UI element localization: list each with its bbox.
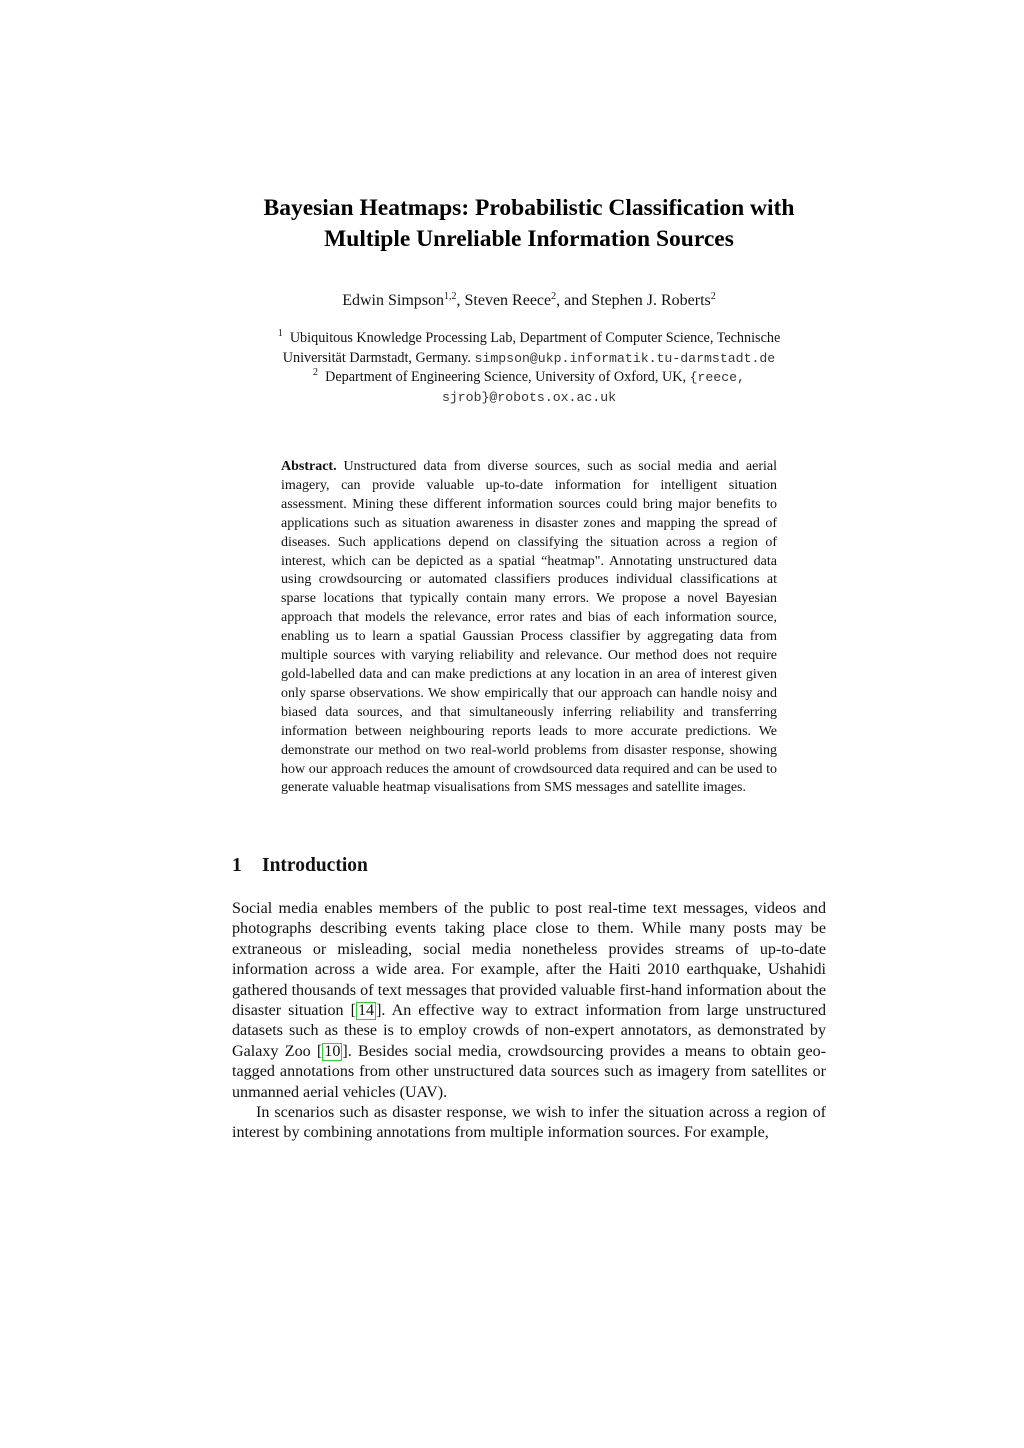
affiliation-email[interactable]: {reece, (689, 370, 745, 385)
abstract-label: Abstract. (281, 459, 337, 474)
affiliation-2 (232, 368, 826, 407)
paragraph: In scenarios such as disaster response, we wish to infer the situation across a region of interest by combining annotations from multiple information sources. For example, (232, 1104, 826, 1142)
paper-title (200, 193, 858, 255)
section-number: 1 (232, 855, 242, 876)
paragraph-text: Social media enables members of the public to post real-time text messages, videos and photographs describing events taking place close to them. While many posts may be extraneous or misleading, social media nonetheless provides streams of up-to-date information across a wide area. For example, after the Haiti 2010 earthquake, Ushahidi gathered thousands of text messages that provided valuable first-hand information about the disaster situation [ (232, 900, 826, 1020)
title-line-2: Multiple Unreliable Information Sources (324, 226, 734, 252)
title-line-1: Bayesian Heatmaps: Probabilistic Classification with (263, 195, 795, 221)
abstract (281, 458, 777, 798)
author-list (200, 290, 858, 312)
author-separator: , and (556, 292, 592, 309)
affiliation-text: Department of Engineering Science, University of Oxford, UK, (325, 369, 687, 385)
section-title: Introduction (262, 855, 368, 876)
affiliations (232, 329, 826, 407)
author-name: Stephen J. Roberts (591, 292, 711, 309)
section-heading (232, 853, 368, 879)
affiliation-text: Universität Darmstadt, Germany. (282, 349, 471, 366)
affiliation-email[interactable]: sjrob}@robots.ox.ac.uk (441, 389, 617, 405)
author-name: Edwin Simpson (342, 292, 444, 309)
section-body (232, 899, 826, 1144)
paragraph-text: ]. An effective way to extract information from large unstructured datasets such as these is to employ crowds of non-expert annotators, as demonstrated by Galaxy Zoo [ (232, 1002, 827, 1060)
abstract-text: Unstructured data from diverse sources, such as social media and aerial imagery, can provide valuable up-to-date information for intelligent situation assessment. Mining these different information sources could bring major benefits to applications such as situation awareness in disaster zones and mapping the spread of diseases. Such applications depend on classifying the situation across a region of interest, which can be depicted as a spatial “heatmap". Annotating unstructured data using crowdsourcing or automated classifiers produces individual classifications at sparse locations that typically contain many errors. We propose a novel Bayesian approach that models the relevance, error rates and bias of each information source, enabling us to learn a spatial Gaussian Process classifier by aggregating data from multiple sources with varying reliability and relevance. Our method does not require gold-labelled data and can make predictions at any location in an area of interest given only sparse observations. We show empirically that our approach can handle noisy and biased data sources, and that simultaneously inferring reliability and transferring information between neighbouring reports leads to more accurate predictions. We demonstrate our method on two real-world problems from disaster response, showing how our approach reduces the amount of crowdsourced data required and can be used to generate valuable heatmap visualisations from SMS messages and satellite images. (281, 459, 777, 796)
paragraph (232, 899, 826, 1103)
author-affil-mark: 2 (710, 291, 716, 302)
citation-link[interactable]: 10 (324, 1042, 341, 1060)
affiliation-email[interactable]: simpson@ukp.informatik.tu-darmstadt.de (474, 350, 776, 366)
author-name: Steven Reece (464, 292, 552, 309)
author-affil-mark: 1,2 (444, 291, 457, 302)
author-separator: , (456, 292, 465, 309)
citation-link[interactable]: 14 (357, 1002, 375, 1020)
affiliation-1 (232, 329, 826, 368)
affiliation-mark: 2 (313, 367, 319, 378)
affiliation-text: Ubiquitous Knowledge Processing Lab, Department of Computer Science, Technische (289, 330, 781, 346)
paragraph-text: ]. Besides social media, crowdsourcing provides a means to obtain geo-tagged annotations from other unstructured data sources such as imagery from satellites or unmanned aerial vehicles (UAV). (232, 1042, 826, 1101)
author-affil-mark: 2 (551, 291, 557, 302)
affiliation-mark: 1 (277, 328, 283, 339)
